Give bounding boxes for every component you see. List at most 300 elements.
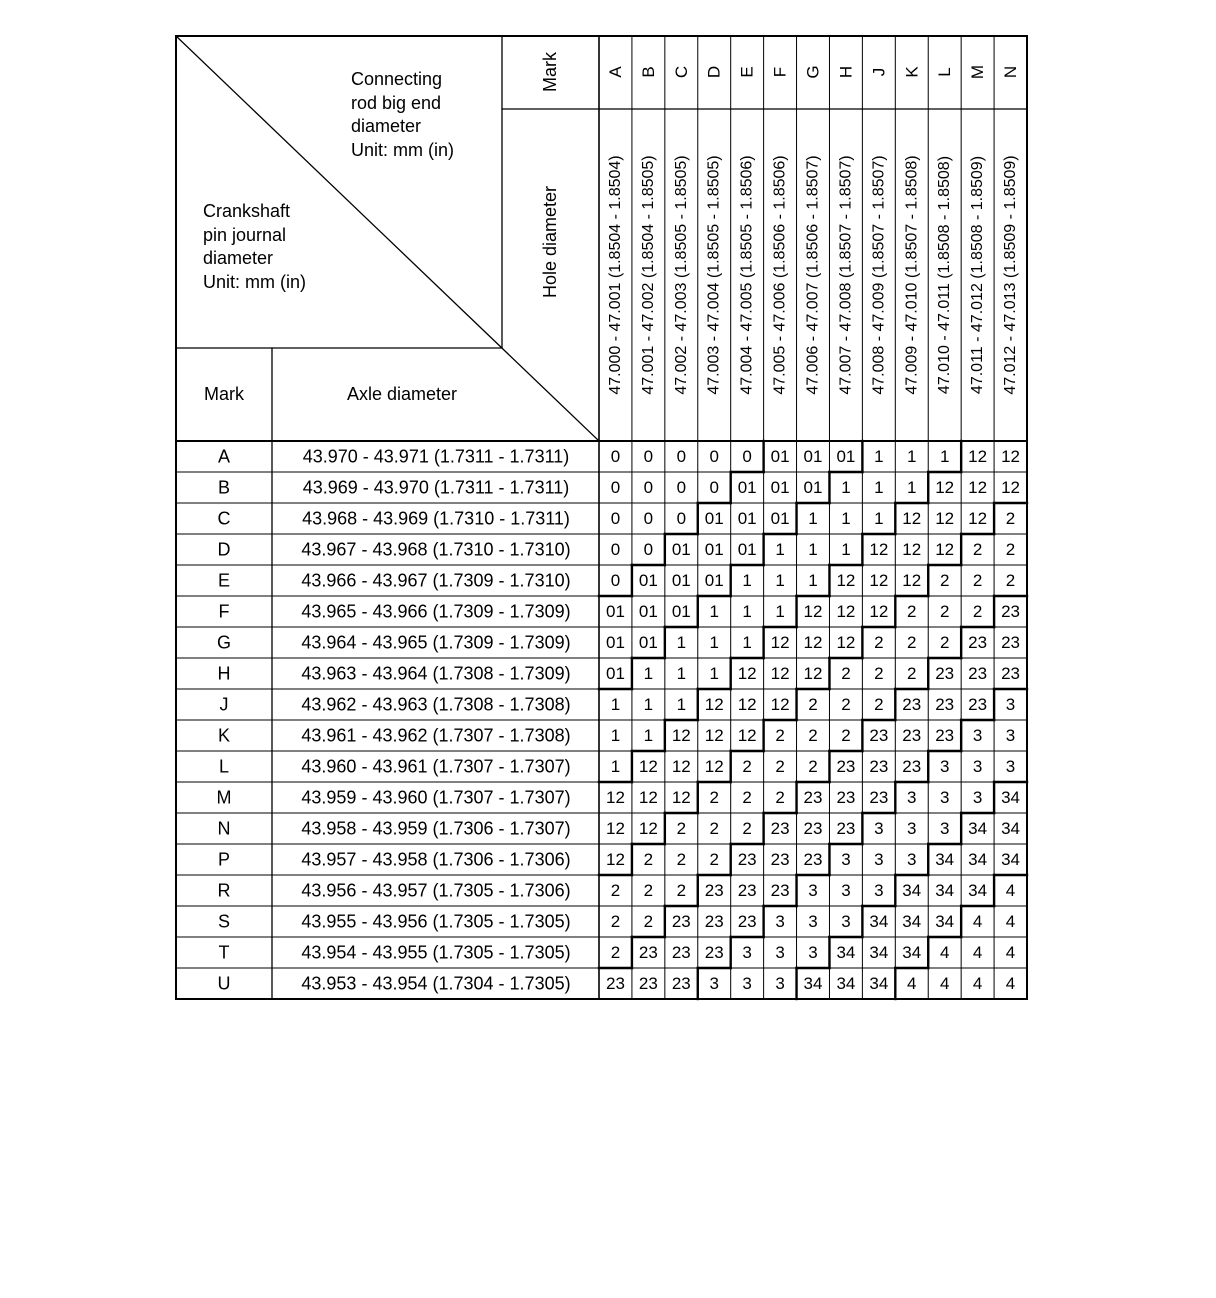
grade-cell: 3 <box>775 974 785 993</box>
grade-cell: 0 <box>676 509 687 528</box>
grade-cell: 2 <box>972 540 983 559</box>
grade-cell: 23 <box>606 974 625 993</box>
grade-cell: 1 <box>874 509 884 528</box>
row-mark-r: R <box>217 880 231 901</box>
grade-cell: 23 <box>935 695 955 714</box>
grade-cell: 34 <box>968 881 988 900</box>
grade-cell: 3 <box>939 757 950 776</box>
grade-cell: 2 <box>742 819 752 838</box>
grade-cell: 12 <box>770 664 790 683</box>
hole-diameter-range: 47.002 - 47.003 (1.8505 - 1.8505) <box>672 155 690 395</box>
grade-cell: 34 <box>968 850 988 869</box>
grade-cell: 12 <box>935 509 955 528</box>
row-mark-s: S <box>217 911 231 932</box>
grade-cell: 3 <box>907 850 917 869</box>
grade-cell: 12 <box>638 788 658 807</box>
grade-cell: 2 <box>742 788 752 807</box>
grade-cell: 2 <box>939 633 950 652</box>
grade-cell: 2 <box>610 881 621 900</box>
grade-cell: 12 <box>671 788 691 807</box>
column-mark-j: J <box>869 67 889 77</box>
grade-cell: 12 <box>902 540 922 559</box>
grade-cell: 01 <box>638 571 658 590</box>
grade-cell: 1 <box>742 633 752 652</box>
row-mark-m: M <box>216 787 232 808</box>
grade-cell: 2 <box>775 788 785 807</box>
grade-cell: 3 <box>709 974 719 993</box>
grade-cell: 23 <box>737 850 757 869</box>
grade-cell: 0 <box>610 478 621 497</box>
hole-diameter-range: 47.012 - 47.013 (1.8509 - 1.8509) <box>1002 155 1020 395</box>
grade-cell: 4 <box>972 912 983 931</box>
axle-diameter-range: 43.966 - 43.967 (1.7309 - 1.7310) <box>301 570 571 591</box>
grade-cell: 0 <box>676 478 687 497</box>
row-mark-a: A <box>217 446 231 467</box>
grade-cell: 23 <box>968 695 988 714</box>
grade-cell: 12 <box>770 695 790 714</box>
grade-cell: 23 <box>902 695 922 714</box>
row-mark-b: B <box>217 477 231 498</box>
grade-cell: 23 <box>770 881 790 900</box>
axle-diameter-range: 43.969 - 43.970 (1.7311 - 1.7311) <box>302 477 570 498</box>
grade-cell: 1 <box>808 571 818 590</box>
grade-cell: 23 <box>836 757 856 776</box>
hole-diameter-range: 47.006 - 47.007 (1.8506 - 1.8507) <box>804 155 822 395</box>
grade-cell: 23 <box>869 788 889 807</box>
conrod-title-line-3: diameter <box>351 116 422 136</box>
grade-cell: 1 <box>907 447 917 466</box>
grade-cell: 12 <box>803 602 823 621</box>
grade-cell: 34 <box>869 912 889 931</box>
grade-cell: 34 <box>869 943 889 962</box>
grade-cell: 1 <box>610 757 621 776</box>
grade-cell: 23 <box>704 943 724 962</box>
grade-cell: 34 <box>1001 819 1020 838</box>
grade-cell: 3 <box>907 819 917 838</box>
grade-cell: 1 <box>841 540 851 559</box>
grade-cell: 12 <box>902 571 922 590</box>
grade-cell: 2 <box>972 571 983 590</box>
grade-cell: 01 <box>704 571 724 590</box>
grade-cell: 23 <box>803 850 823 869</box>
grade-cell: 3 <box>775 943 785 962</box>
axle-diameter-header: Axle diameter <box>346 384 458 404</box>
row-mark-c: C <box>217 508 231 529</box>
grade-cell: 23 <box>803 819 823 838</box>
grade-cell: 12 <box>704 757 724 776</box>
grade-cell: 2 <box>775 726 785 745</box>
row-mark-e: E <box>217 570 231 591</box>
grade-cell: 12 <box>606 819 625 838</box>
grade-cell: 1 <box>709 633 719 652</box>
grade-cell: 0 <box>643 447 654 466</box>
grade-cell: 12 <box>737 695 757 714</box>
grade-cell: 2 <box>742 757 752 776</box>
axle-diameter-range: 43.970 - 43.971 (1.7311 - 1.7311) <box>302 446 570 467</box>
grade-cell: 34 <box>902 912 922 931</box>
row-mark-f: F <box>218 601 230 622</box>
grade-cell: 3 <box>874 881 884 900</box>
grade-cell: 0 <box>742 447 752 466</box>
grade-cell: 1 <box>643 664 654 683</box>
grade-cell: 2 <box>907 633 917 652</box>
grade-cell: 12 <box>803 664 823 683</box>
grade-cell: 2 <box>676 819 687 838</box>
grade-cell: 2 <box>610 912 621 931</box>
hole-diameter-range: 47.005 - 47.006 (1.8506 - 1.8506) <box>771 155 789 395</box>
conrod-title-line-4: Unit: mm (in) <box>351 140 454 160</box>
axle-diameter-range: 43.960 - 43.961 (1.7307 - 1.7307) <box>301 756 571 777</box>
grade-cell: 2 <box>841 664 851 683</box>
grade-cell: 23 <box>770 850 790 869</box>
grade-cell: 0 <box>610 540 621 559</box>
grade-cell: 12 <box>606 788 625 807</box>
grade-cell: 2 <box>1005 571 1016 590</box>
grade-cell: 01 <box>704 509 724 528</box>
grade-cell: 4 <box>939 974 950 993</box>
grade-cell: 12 <box>869 540 889 559</box>
grade-cell: 23 <box>968 633 988 652</box>
grade-cell: 0 <box>610 509 621 528</box>
grade-cell: 12 <box>1001 478 1020 497</box>
conrod-title-line-2: rod big end <box>351 93 442 113</box>
grade-cell: 34 <box>836 974 856 993</box>
grade-cell: 2 <box>676 881 687 900</box>
axle-diameter-range: 43.962 - 43.963 (1.7308 - 1.7308) <box>301 694 571 715</box>
grade-cell: 12 <box>902 509 922 528</box>
grade-cell: 3 <box>972 726 983 745</box>
grade-cell: 3 <box>939 788 950 807</box>
grade-cell: 23 <box>968 664 988 683</box>
hole-diameter-range: 47.003 - 47.004 (1.8505 - 1.8505) <box>705 155 723 395</box>
axle-diameter-range: 43.961 - 43.962 (1.7307 - 1.7308) <box>301 725 571 746</box>
grade-cell: 23 <box>737 912 757 931</box>
grade-cell: 1 <box>907 478 917 497</box>
grade-cell: 4 <box>972 943 983 962</box>
column-mark-label: Mark <box>540 52 560 92</box>
grade-cell: 1 <box>709 602 719 621</box>
grade-cell: 2 <box>1005 540 1016 559</box>
grade-cell: 2 <box>643 881 654 900</box>
crank-title-line-3: diameter <box>203 248 274 268</box>
crank-title-line-2: pin journal <box>203 225 287 245</box>
grade-cell: 3 <box>1005 757 1016 776</box>
grade-cell: 2 <box>709 788 719 807</box>
column-mark-e: E <box>737 66 757 78</box>
hole-diameter-label: Hole diameter <box>540 185 560 299</box>
column-mark-m: M <box>968 64 988 80</box>
column-mark-n: N <box>1001 65 1021 79</box>
grade-cell: 3 <box>808 912 818 931</box>
grade-cell: 23 <box>671 943 691 962</box>
grade-cell: 1 <box>775 571 785 590</box>
grade-cell: 01 <box>704 540 724 559</box>
grade-cell: 23 <box>836 788 856 807</box>
row-mark-j: J <box>219 694 229 715</box>
hole-diameter-range: 47.001 - 47.002 (1.8504 - 1.8505) <box>639 155 657 395</box>
grade-cell: 12 <box>836 602 856 621</box>
grade-cell: 1 <box>676 695 687 714</box>
column-mark-b: B <box>638 66 658 78</box>
grade-cell: 2 <box>841 695 851 714</box>
grade-cell: 3 <box>841 850 851 869</box>
grade-cell: 3 <box>972 788 983 807</box>
column-mark-k: K <box>902 66 922 78</box>
grade-cell: 4 <box>939 943 950 962</box>
grade-cell: 12 <box>935 478 955 497</box>
grade-cell: 34 <box>935 850 955 869</box>
grade-cell: 2 <box>643 912 654 931</box>
axle-diameter-range: 43.965 - 43.966 (1.7309 - 1.7309) <box>301 601 571 622</box>
hole-diameter-range: 47.011 - 47.012 (1.8508 - 1.8509) <box>969 155 987 395</box>
hole-diameter-range: 47.010 - 47.011 (1.8508 - 1.8508) <box>936 155 954 395</box>
grade-cell: 01 <box>606 664 625 683</box>
grade-cell: 01 <box>671 571 691 590</box>
grade-cell: 12 <box>836 633 856 652</box>
grade-cell: 1 <box>676 633 687 652</box>
grade-cell: 3 <box>808 943 818 962</box>
grade-cell: 12 <box>968 478 988 497</box>
grade-cell: 34 <box>869 974 889 993</box>
grade-cell: 2 <box>907 602 917 621</box>
grade-cell: 2 <box>610 943 621 962</box>
grade-cell: 2 <box>676 850 687 869</box>
grade-cell: 23 <box>770 819 790 838</box>
grade-cell: 01 <box>770 478 790 497</box>
axle-diameter-range: 43.957 - 43.958 (1.7306 - 1.7306) <box>301 849 571 870</box>
grade-cell: 0 <box>709 478 719 497</box>
grade-cell: 1 <box>808 540 818 559</box>
axle-diameter-range: 43.953 - 43.954 (1.7304 - 1.7305) <box>301 973 571 994</box>
grade-cell: 01 <box>803 478 823 497</box>
grade-cell: 1 <box>643 726 654 745</box>
grade-cell: 3 <box>742 943 752 962</box>
grade-cell: 23 <box>1001 602 1020 621</box>
grade-cell: 1 <box>775 540 785 559</box>
axle-diameter-range: 43.955 - 43.956 (1.7305 - 1.7305) <box>301 911 571 932</box>
grade-cell: 2 <box>709 850 719 869</box>
hole-diameter-range: 47.007 - 47.008 (1.8507 - 1.8507) <box>837 155 855 395</box>
axle-diameter-range: 43.968 - 43.969 (1.7310 - 1.7311) <box>302 508 570 529</box>
hole-diameter-range: 47.000 - 47.001 (1.8504 - 1.8504) <box>606 155 624 395</box>
grade-cell: 23 <box>1001 664 1020 683</box>
grade-cell: 1 <box>939 447 950 466</box>
hole-diameter-range: 47.008 - 47.009 (1.8507 - 1.8507) <box>870 155 888 395</box>
grade-cell: 12 <box>770 633 790 652</box>
axle-diameter-range: 43.959 - 43.960 (1.7307 - 1.7307) <box>301 787 571 808</box>
grade-cell: 1 <box>742 571 752 590</box>
column-headers <box>606 65 1020 395</box>
grade-cell: 01 <box>737 478 757 497</box>
row-mark-header: Mark <box>204 384 244 404</box>
grade-cell: 1 <box>676 664 687 683</box>
axle-diameter-range: 43.954 - 43.955 (1.7305 - 1.7305) <box>301 942 571 963</box>
grade-cell: 23 <box>671 974 691 993</box>
grade-cell: 34 <box>803 974 823 993</box>
grade-cell: 1 <box>643 695 654 714</box>
grade-cell: 23 <box>935 664 955 683</box>
hole-diameter-range: 47.004 - 47.005 (1.8505 - 1.8506) <box>738 155 756 395</box>
row-mark-g: G <box>216 632 232 653</box>
grade-cell: 12 <box>671 726 691 745</box>
grade-cell: 3 <box>841 912 851 931</box>
grade-cell: 34 <box>836 943 856 962</box>
grade-cell: 34 <box>902 881 922 900</box>
grade-cell: 01 <box>606 633 625 652</box>
grade-cell: 3 <box>874 819 884 838</box>
grade-cell: 1 <box>742 602 752 621</box>
axle-diameter-range: 43.963 - 43.964 (1.7308 - 1.7309) <box>301 663 571 684</box>
grade-cell: 01 <box>770 447 790 466</box>
grade-cell: 0 <box>709 447 719 466</box>
grade-cell: 1 <box>709 664 719 683</box>
grade-cell: 1 <box>610 726 621 745</box>
grade-cell: 3 <box>808 881 818 900</box>
grade-cell: 12 <box>869 571 889 590</box>
grade-cell: 1 <box>841 478 851 497</box>
grade-cell: 23 <box>803 788 823 807</box>
grade-cell: 1 <box>841 509 851 528</box>
grade-cell: 01 <box>671 540 691 559</box>
grade-cell: 0 <box>643 509 654 528</box>
grade-cell: 2 <box>939 571 950 590</box>
grade-cell: 3 <box>1005 726 1016 745</box>
column-mark-f: F <box>770 66 790 78</box>
grade-cell: 23 <box>638 974 658 993</box>
grade-cell: 23 <box>935 726 955 745</box>
grade-cell: 1 <box>775 602 785 621</box>
grade-cell: 12 <box>704 695 724 714</box>
axle-diameter-range: 43.958 - 43.959 (1.7306 - 1.7307) <box>301 818 571 839</box>
grade-cell: 0 <box>643 478 654 497</box>
grade-cell: 2 <box>972 602 983 621</box>
grade-cell: 23 <box>671 912 691 931</box>
row-mark-d: D <box>217 539 231 560</box>
grade-cell: 01 <box>737 509 757 528</box>
grade-cell: 23 <box>902 726 922 745</box>
grade-cell: 4 <box>907 974 917 993</box>
grade-cell: 12 <box>803 633 823 652</box>
grade-cell: 2 <box>1005 509 1016 528</box>
grade-cell: 01 <box>836 447 856 466</box>
grade-cell: 34 <box>1001 850 1020 869</box>
grade-cell: 2 <box>939 602 950 621</box>
grade-cell: 12 <box>737 726 757 745</box>
axle-diameter-range: 43.956 - 43.957 (1.7305 - 1.7306) <box>301 880 571 901</box>
grade-cell: 23 <box>704 881 724 900</box>
grade-cell: 12 <box>836 571 856 590</box>
grade-cell: 0 <box>676 447 687 466</box>
column-mark-l: L <box>935 67 955 77</box>
column-mark-d: D <box>704 65 724 79</box>
grade-cell: 2 <box>808 695 818 714</box>
grade-cell: 12 <box>968 447 988 466</box>
grade-cell: 3 <box>1005 695 1016 714</box>
grade-cell: 4 <box>1005 974 1016 993</box>
grade-cell: 2 <box>808 757 818 776</box>
grade-cell: 1 <box>610 695 621 714</box>
grade-cell: 2 <box>874 633 884 652</box>
grade-cell: 0 <box>610 447 621 466</box>
grade-cell: 4 <box>1005 912 1016 931</box>
crank-title-line-1: Crankshaft <box>203 201 291 221</box>
grade-cell: 0 <box>643 540 654 559</box>
grade-cell: 2 <box>841 726 851 745</box>
grade-cell: 3 <box>907 788 917 807</box>
grade-cell: 12 <box>606 850 625 869</box>
grade-cell: 12 <box>869 602 889 621</box>
grade-cell: 4 <box>1005 881 1016 900</box>
grade-cell: 01 <box>737 540 757 559</box>
row-mark-p: P <box>217 849 231 870</box>
grade-cell: 3 <box>939 819 950 838</box>
grade-cell: 01 <box>638 602 658 621</box>
grade-cell: 23 <box>869 757 889 776</box>
column-mark-c: C <box>671 65 691 79</box>
grade-cell: 34 <box>935 912 955 931</box>
grade-cell: 3 <box>742 974 752 993</box>
crank-title-line-4: Unit: mm (in) <box>203 272 306 292</box>
row-mark-n: N <box>217 818 231 839</box>
grade-cell: 34 <box>902 943 922 962</box>
row-mark-h: H <box>217 663 231 684</box>
grade-cell: 2 <box>907 664 917 683</box>
grade-cell: 2 <box>709 819 719 838</box>
axle-diameter-range: 43.964 - 43.965 (1.7309 - 1.7309) <box>301 632 571 653</box>
grade-cell: 34 <box>968 819 988 838</box>
column-mark-g: G <box>803 65 823 79</box>
grade-cell: 1 <box>808 509 818 528</box>
grade-cell: 23 <box>704 912 724 931</box>
grade-cell: 23 <box>902 757 922 776</box>
axle-diameter-range: 43.967 - 43.968 (1.7310 - 1.7310) <box>301 539 571 560</box>
grade-cell: 01 <box>638 633 658 652</box>
grade-cell: 12 <box>935 540 955 559</box>
grade-cell: 2 <box>874 695 884 714</box>
grade-cell: 12 <box>968 509 988 528</box>
grade-cell: 23 <box>1001 633 1020 652</box>
grade-cell: 12 <box>638 819 658 838</box>
column-mark-h: H <box>836 65 856 79</box>
grade-cell: 34 <box>1001 788 1020 807</box>
grade-cell: 01 <box>671 602 691 621</box>
grade-cell: 23 <box>737 881 757 900</box>
grade-cell: 23 <box>836 819 856 838</box>
grade-cell: 3 <box>841 881 851 900</box>
grade-cell: 2 <box>775 757 785 776</box>
grade-cell: 23 <box>869 726 889 745</box>
grade-cell: 4 <box>972 974 983 993</box>
grade-cell: 2 <box>643 850 654 869</box>
row-mark-t: T <box>218 942 230 963</box>
grade-cell: 1 <box>874 447 884 466</box>
grade-cell: 2 <box>874 664 884 683</box>
row-mark-l: L <box>218 756 230 777</box>
grade-cell: 01 <box>770 509 790 528</box>
column-mark-a: A <box>605 66 625 78</box>
grade-cell: 3 <box>874 850 884 869</box>
conrod-title-line-1: Connecting <box>351 69 443 89</box>
row-mark-u: U <box>217 973 231 994</box>
row-mark-k: K <box>217 725 231 746</box>
grade-cell: 2 <box>808 726 818 745</box>
grade-cell: 12 <box>671 757 691 776</box>
grade-cell: 12 <box>737 664 757 683</box>
grade-cell: 4 <box>1005 943 1016 962</box>
grade-cell: 01 <box>803 447 823 466</box>
grade-cell: 12 <box>1001 447 1020 466</box>
grade-cell: 01 <box>606 602 625 621</box>
